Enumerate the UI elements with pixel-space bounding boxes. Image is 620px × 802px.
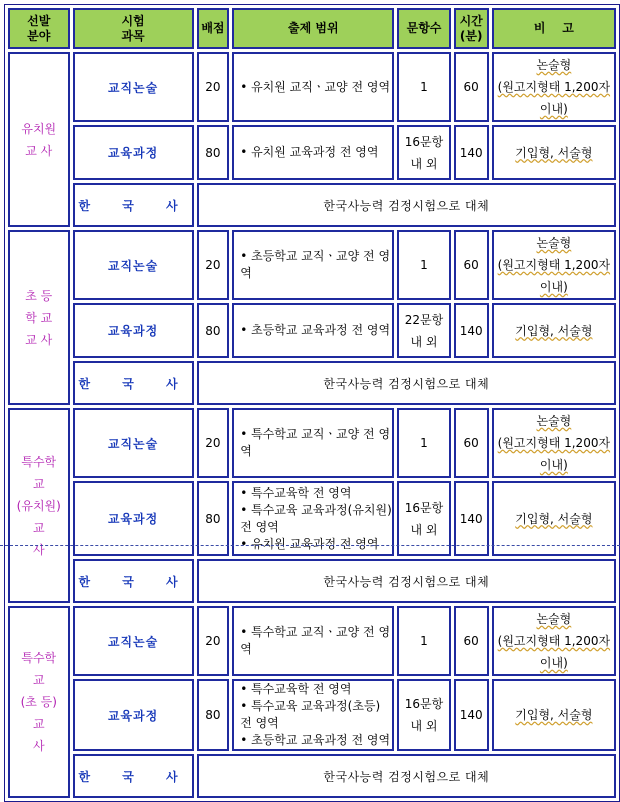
note-cell	[492, 230, 616, 300]
count-cell: 1	[397, 408, 450, 478]
header-scope: 출제 범위	[232, 8, 394, 49]
note-type: 논술형	[536, 612, 572, 626]
scope-item: • 특수교육학 전 영역	[240, 681, 392, 698]
subject-essay: 교직논술	[73, 52, 194, 122]
time-cell: 140	[454, 679, 489, 751]
header-score: 배점	[197, 8, 230, 49]
section-row-curriculum	[8, 679, 616, 751]
header-time: 시간 (분)	[454, 8, 489, 49]
exam-scope-table	[4, 4, 620, 802]
note-cell	[492, 408, 616, 478]
section-row-history	[8, 754, 616, 798]
note-type: 기입형, 서술형	[515, 511, 593, 526]
time-cell: 140	[454, 481, 489, 556]
time-cell: 140	[454, 125, 489, 180]
note-detail: (원고지형태 1,200자 이내)	[497, 436, 611, 472]
note-cell	[492, 125, 616, 180]
history-replacement: 한국사능력 검정시험으로 대체	[197, 361, 616, 405]
section-row-curriculum	[8, 303, 616, 358]
note-type: 논술형	[536, 58, 572, 72]
score-cell: 20	[197, 606, 230, 676]
scope-cell	[232, 679, 394, 751]
history-replacement: 한국사능력 검정시험으로 대체	[197, 754, 616, 798]
scope-item: • 유치원 교직ㆍ교양 전 영역	[240, 79, 392, 96]
section-row-essay	[8, 230, 616, 300]
subject-history: 한 국 사	[73, 361, 194, 405]
note-cell	[492, 52, 616, 122]
section-row-essay	[8, 52, 616, 122]
scope-item: • 특수교육학 전 영역	[240, 485, 392, 502]
subject-history: 한 국 사	[73, 183, 194, 227]
score-cell: 80	[197, 125, 230, 180]
scope-cell	[232, 52, 394, 122]
category-label: 초 등 학 교 교 사	[8, 230, 70, 405]
section-row-essay	[8, 606, 616, 676]
score-cell: 20	[197, 408, 230, 478]
scope-item: • 특수교육 교육과정(초등) 전 영역	[240, 698, 392, 732]
subject-essay: 교직논술	[73, 606, 194, 676]
section-row-essay	[8, 408, 616, 478]
scope-cell	[232, 125, 394, 180]
count-cell: 16문항 내 외	[397, 679, 450, 751]
history-replacement: 한국사능력 검정시험으로 대체	[197, 559, 616, 603]
category-label: 유치원 교 사	[8, 52, 70, 227]
header-row	[8, 8, 616, 49]
header-note: 비 고	[492, 8, 616, 49]
scope-item: • 특수학교 교직ㆍ교양 전 영역	[240, 426, 392, 460]
subject-essay: 교직논술	[73, 408, 194, 478]
scope-cell	[232, 230, 394, 300]
time-cell: 60	[454, 230, 489, 300]
scope-item: • 초등학교 교육과정 전 영역	[240, 732, 392, 749]
note-type: 기입형, 서술형	[515, 323, 593, 338]
time-cell: 60	[454, 408, 489, 478]
header-count: 문항수	[397, 8, 450, 49]
scope-item: • 유치원 교육과정 전 영역	[240, 144, 392, 161]
scope-item: • 특수학교 교직ㆍ교양 전 영역	[240, 624, 392, 658]
note-detail: (원고지형태 1,200자 이내)	[497, 634, 611, 670]
section-row-history	[8, 559, 616, 603]
note-detail: (원고지형태 1,200자 이내)	[497, 258, 611, 294]
time-cell: 60	[454, 52, 489, 122]
page-divider-line	[0, 545, 620, 546]
subject-history: 한 국 사	[73, 559, 194, 603]
section-row-history	[8, 183, 616, 227]
subject-curriculum: 교육과정	[73, 481, 194, 556]
section-row-curriculum	[8, 125, 616, 180]
count-cell: 1	[397, 52, 450, 122]
scope-cell	[232, 303, 394, 358]
subject-curriculum: 교육과정	[73, 125, 194, 180]
note-type: 논술형	[536, 236, 572, 250]
score-cell: 80	[197, 481, 230, 556]
note-detail: (원고지형태 1,200자 이내)	[497, 80, 611, 116]
score-cell: 20	[197, 230, 230, 300]
header-subject: 시험 과목	[73, 8, 194, 49]
count-cell: 16문항 내 외	[397, 125, 450, 180]
time-cell: 60	[454, 606, 489, 676]
count-cell: 1	[397, 230, 450, 300]
subject-history: 한 국 사	[73, 754, 194, 798]
scope-item: • 초등학교 교직ㆍ교양 전 영역	[240, 248, 392, 282]
score-cell: 80	[197, 303, 230, 358]
header-field: 선발 분야	[8, 8, 70, 49]
category-label: 특수학 교 (초 등) 교 사	[8, 606, 70, 798]
count-cell: 1	[397, 606, 450, 676]
score-cell: 20	[197, 52, 230, 122]
note-type: 논술형	[536, 414, 572, 428]
score-cell: 80	[197, 679, 230, 751]
note-cell	[492, 303, 616, 358]
subject-curriculum: 교육과정	[73, 679, 194, 751]
count-cell: 16문항 내 외	[397, 481, 450, 556]
note-cell	[492, 679, 616, 751]
subject-essay: 교직논술	[73, 230, 194, 300]
note-type: 기입형, 서술형	[515, 708, 593, 722]
count-cell: 22문항 내 외	[397, 303, 450, 358]
note-type: 기입형, 서술형	[515, 145, 593, 160]
scope-item: • 특수교육 교육과정(유치원) 전 영역	[240, 502, 392, 536]
section-row-history	[8, 361, 616, 405]
scope-cell	[232, 606, 394, 676]
scope-item: • 초등학교 교육과정 전 영역	[240, 322, 392, 339]
scope-cell	[232, 408, 394, 478]
note-cell	[492, 606, 616, 676]
subject-curriculum: 교육과정	[73, 303, 194, 358]
history-replacement: 한국사능력 검정시험으로 대체	[197, 183, 616, 227]
time-cell: 140	[454, 303, 489, 358]
scope-item: • 유치원 교육과정 전 영역	[240, 536, 392, 553]
category-label: 특수학 교 (유치원) 교 사	[8, 408, 70, 603]
